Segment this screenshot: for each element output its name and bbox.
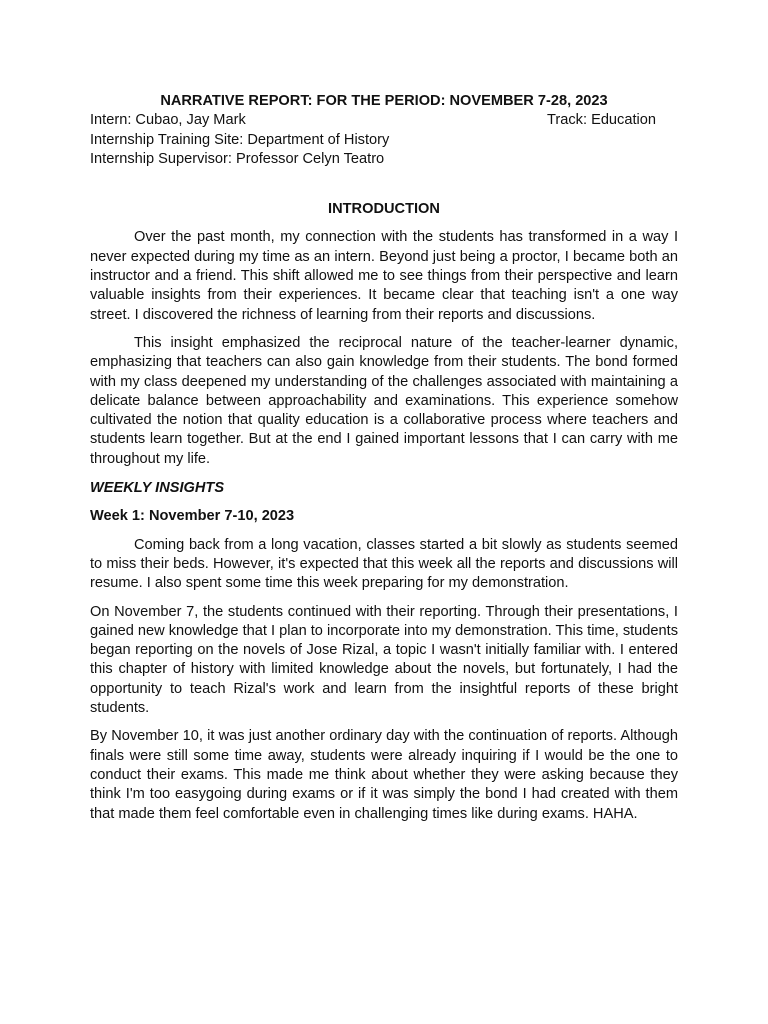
week-1-paragraph-1: Coming back from a long vacation, classes started a bit slowly as students seemed to miss their beds. However, it's expected that this week all the reports and discussions will resume. I also spent some time this week preparing for my demonstration. (90, 536, 678, 592)
intern-name: Intern: Cubao, Jay Mark (90, 112, 246, 129)
weekly-insights-heading: WEEKLY INSIGHTS (90, 480, 225, 497)
week-1-heading: Week 1: November 7-10, 2023 (90, 508, 295, 525)
internship-supervisor: Internship Supervisor: Professor Celyn Teatro (90, 150, 385, 167)
training-site: Internship Training Site: Department of History (90, 131, 390, 148)
week-1-paragraph-3: By November 10, it was just another ordinary day with the continuation of reports. Although finals were still some time away, students were already inquiring if I would be the one to conduct their exams. This made me think about whether they were asking because they think I'm too easygoing during exams or if it was simply the bond I had created with them that made them feel comfortable even in challenging times like during exams. HAHA. (90, 728, 678, 822)
introduction-paragraph-1: Over the past month, my connection with the students has transformed in a way I never expected during my time as an intern. Beyond just being a proctor, I became both an instructor and a friend. This shift allowed me to see things from their perspective and learn valuable insights from their experiences. It became clear that teaching isn't a one way street. I discovered the richness of learning from their reports and discussions. (90, 229, 678, 323)
week-1-paragraph-2: On November 7, the students continued with their reporting. Through their presentations, I gained new knowledge that I plan to incorporate into my demonstration. This time, students began reporting on the novels of Jose Rizal, a topic I wasn't initially familiar with. I entered this chapter of history with limited knowledge about the novels, but fortunately, I had the opportunity to teach Rizal's work and learn from the insightful reports of these bright students. (90, 603, 678, 717)
track-label: Track: Education (547, 112, 656, 129)
document-page (90, 92, 678, 833)
report-title: NARRATIVE REPORT: FOR THE PERIOD: NOVEMBER 7-28, 2023 (160, 93, 608, 109)
intern-track-row (90, 111, 678, 130)
introduction-paragraph-2: This insight emphasized the reciprocal nature of the teacher-learner dynamic, emphasizing that teachers can also gain knowledge from their students. The bond formed with my class deepened my understanding of the challenges associated with maintaining a delicate balance between approachability and examinations. This experience somehow cultivated the notion that quality education is a collaborative process where teachers and students learn together. But at the end I gained important lessons that I can carry with me throughout my life. (90, 334, 678, 467)
introduction-heading: INTRODUCTION (328, 201, 440, 218)
